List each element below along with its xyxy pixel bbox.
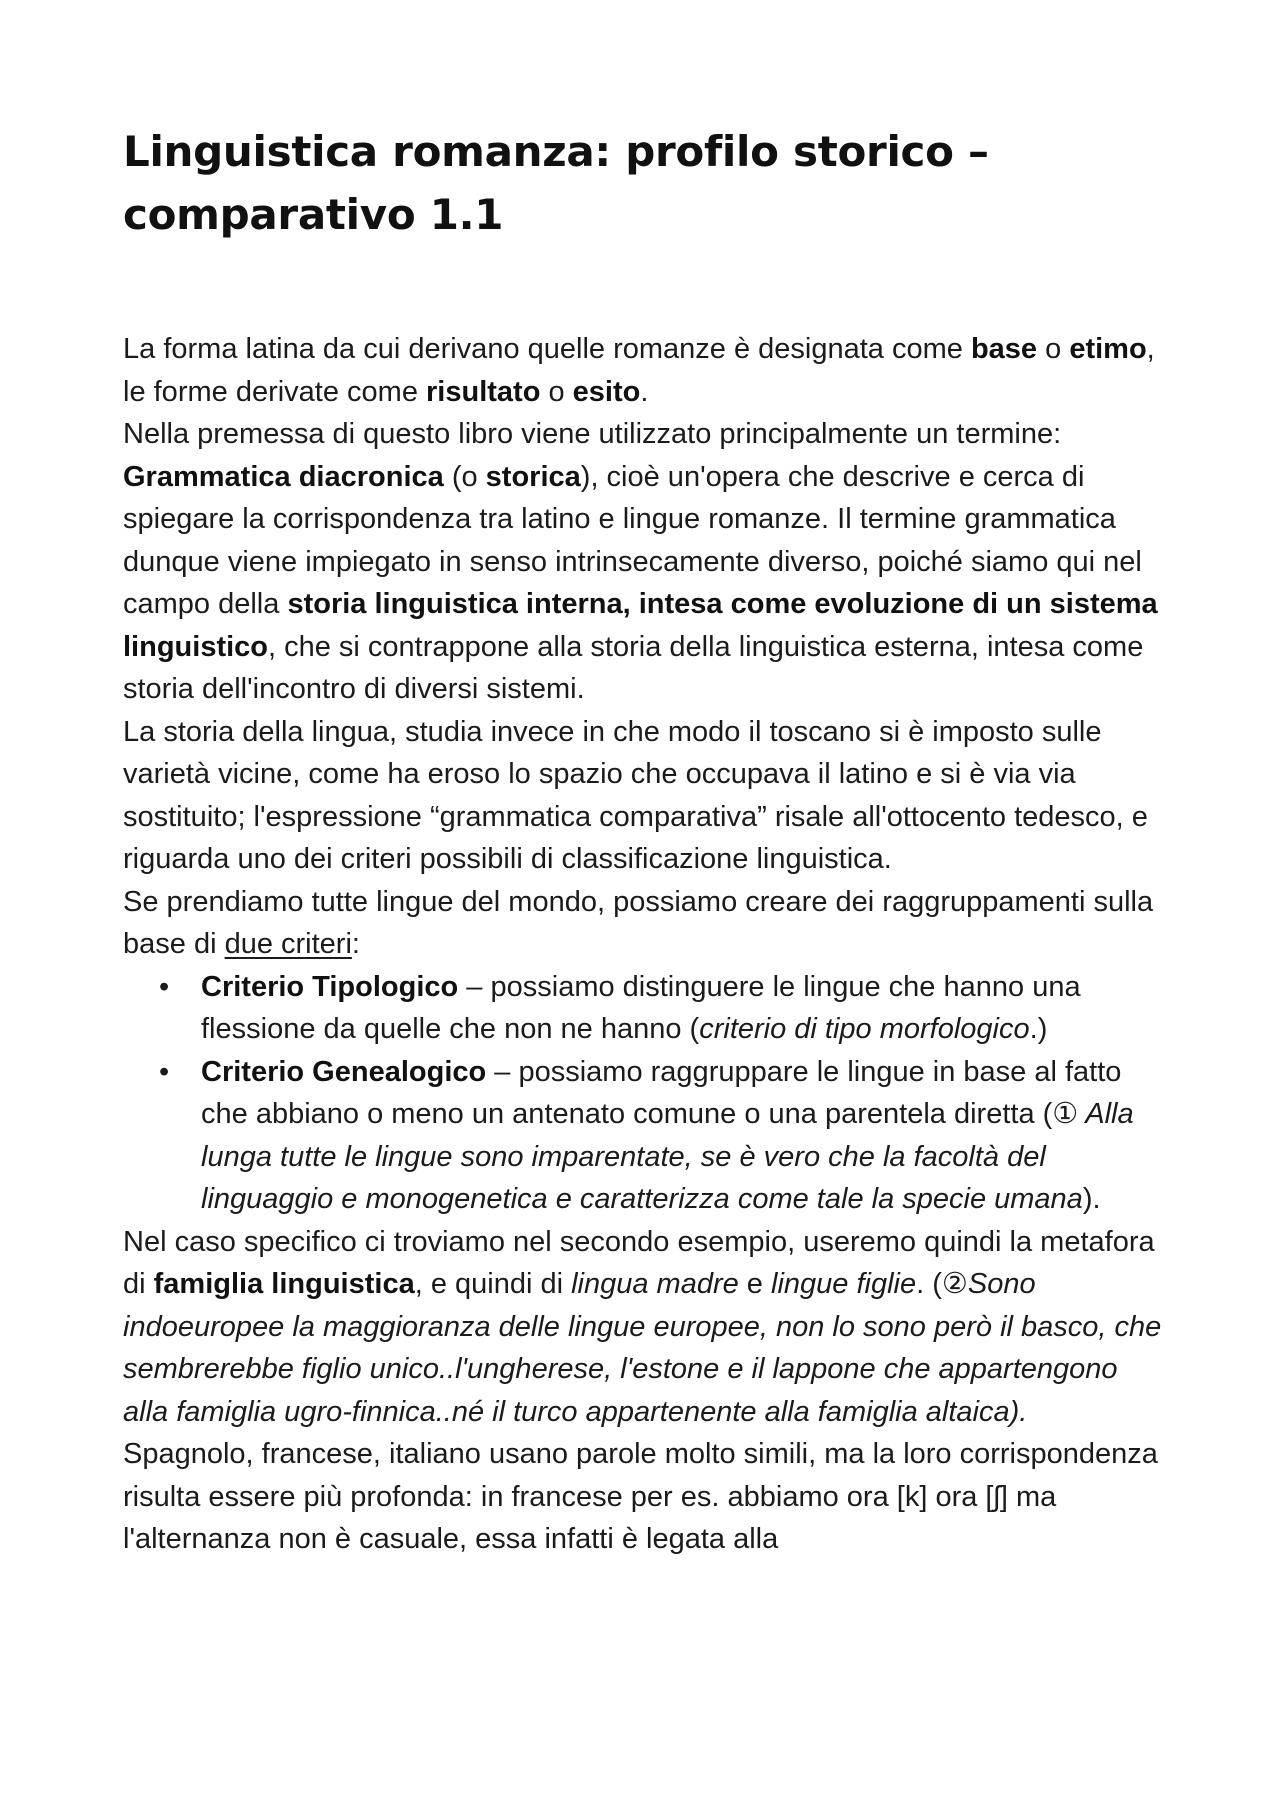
- bold-term-etimo: etimo: [1069, 333, 1147, 365]
- text-run: Nella premessa di questo libro viene utilizzato principalmente un termine:: [123, 418, 1062, 450]
- text-run: e: [738, 1268, 771, 1300]
- text-run: , che si contrappone alla storia della linguistica esterna, intesa come storia dell'incontro di diversi sistemi.: [123, 630, 1144, 705]
- text-run: .): [1029, 1013, 1048, 1045]
- bullet-icon: •: [159, 1055, 170, 1088]
- bold-term-storia-interna: storia linguistica interna, intesa come evoluzione di un sistema linguistico: [123, 588, 1158, 663]
- text-run: o: [1037, 333, 1070, 365]
- underlined-due-criteri: due criteri: [224, 928, 352, 960]
- italic-note: Alla lunga tutte le lingue sono imparentate, se è vero che la facoltà del linguaggio e monogenetica e caratterizza come tale la specie umana: [201, 1098, 1134, 1215]
- text-run: – possiamo distinguere le lingue che hanno una flessione da quelle che non ne hanno (: [201, 970, 1081, 1045]
- italic-note-indoeuropee: Sono indoeuropee la maggioranza delle lingue europee, non lo sono però il basco, che sembrerebbe figlio unico..l'ungherese, l'estone e il lappone che appartengono alla famiglia ugro-finnica..né il turco appartenente alla famiglia altaica).: [123, 1268, 1162, 1428]
- circled-two-icon: ②: [941, 1268, 968, 1300]
- italic-note: criterio di tipo morfologico: [699, 1013, 1030, 1045]
- list-item-criterio-tipologico: [159, 966, 1163, 1051]
- bold-term-esito: esito: [572, 375, 641, 408]
- italic-lingua-madre: lingua madre: [571, 1268, 739, 1300]
- bold-term-grammatica-diacronica: Grammatica diacronica: [123, 460, 444, 493]
- paragraph-storia-della-lingua: La storia della lingua, studia invece in che modo il toscano si è imposto sulle varietà vicine, come ha eroso lo spazio che occupava il latino e si è via via sostituito; l'espressione “grammatica comparativa” risale all'ottocento tedesco, e riguarda uno dei criteri possibili di classificazione linguistica.: [123, 715, 1148, 875]
- text-run: Nel caso specifico ci troviamo nel secondo esempio, useremo quindi la metafora di: [123, 1225, 1155, 1300]
- text-run: (: [924, 1268, 942, 1300]
- page-title: Linguistica romanza: profilo storico – comparativo 1.1: [123, 127, 989, 239]
- paragraph-grammatica-diacronica: [123, 413, 1163, 711]
- document-page: [123, 0, 1163, 1561]
- document-body: [123, 328, 1163, 1561]
- list-item-label: Criterio Genealogico: [201, 1055, 487, 1088]
- italic-lingue-figlie: lingue figlie: [771, 1268, 917, 1300]
- text-run: .: [640, 375, 649, 408]
- list-item-label: Criterio Tipologico: [201, 970, 459, 1003]
- text-run: – possiamo raggruppare le lingue in base al fatto che abbiano o meno un antenato comune o una parentela diretta (: [201, 1055, 1122, 1130]
- bullet-icon: •: [159, 970, 170, 1003]
- circled-one-icon: ①: [1052, 1098, 1079, 1130]
- text-run: , e quindi di: [414, 1268, 572, 1300]
- text-run: Se prendiamo tutte lingue del mondo, possiamo creare dei raggruppamenti sulla base di: [123, 885, 1154, 960]
- text-run: ).: [1082, 1183, 1101, 1215]
- paragraph-famiglia-linguistica: [123, 1221, 1163, 1434]
- text-run: o: [540, 375, 573, 408]
- bold-term-famiglia-linguistica: famiglia linguistica: [153, 1268, 415, 1300]
- text-run: :: [351, 928, 360, 960]
- text-run: (o: [443, 460, 486, 493]
- bold-term-base: base: [970, 333, 1038, 365]
- text-run: .: [916, 1268, 925, 1300]
- paragraph-base-etimo: [123, 328, 1163, 413]
- text-run: ), cioè un'opera che descrive e cerca di spiegare la corrispondenza tra latino e lingue romanze. Il termine grammatica dunque viene impiegato in senso intrinsecamente diverso, poiché siamo qui nel campo della: [123, 460, 1142, 620]
- list-item-criterio-genealogico: [159, 1051, 1163, 1221]
- text-run: La forma latina da cui derivano quelle romanze è designata come: [123, 333, 971, 365]
- paragraph-criteri: [123, 881, 1163, 966]
- text-run: , le forme derivate come: [123, 333, 1155, 408]
- criteria-list: [123, 966, 1163, 1221]
- bold-term-risultato: risultato: [426, 375, 541, 408]
- paragraph-corrispondenza: Spagnolo, francese, italiano usano parole molto simili, ma la loro corrispondenza risulta essere più profonda: in francese per es. abbiamo ora [k] ora [ʃ] ma l'alternanza non è casuale, essa infatti è legata alla: [123, 1438, 1158, 1555]
- bold-term-storica: storica: [485, 460, 581, 493]
